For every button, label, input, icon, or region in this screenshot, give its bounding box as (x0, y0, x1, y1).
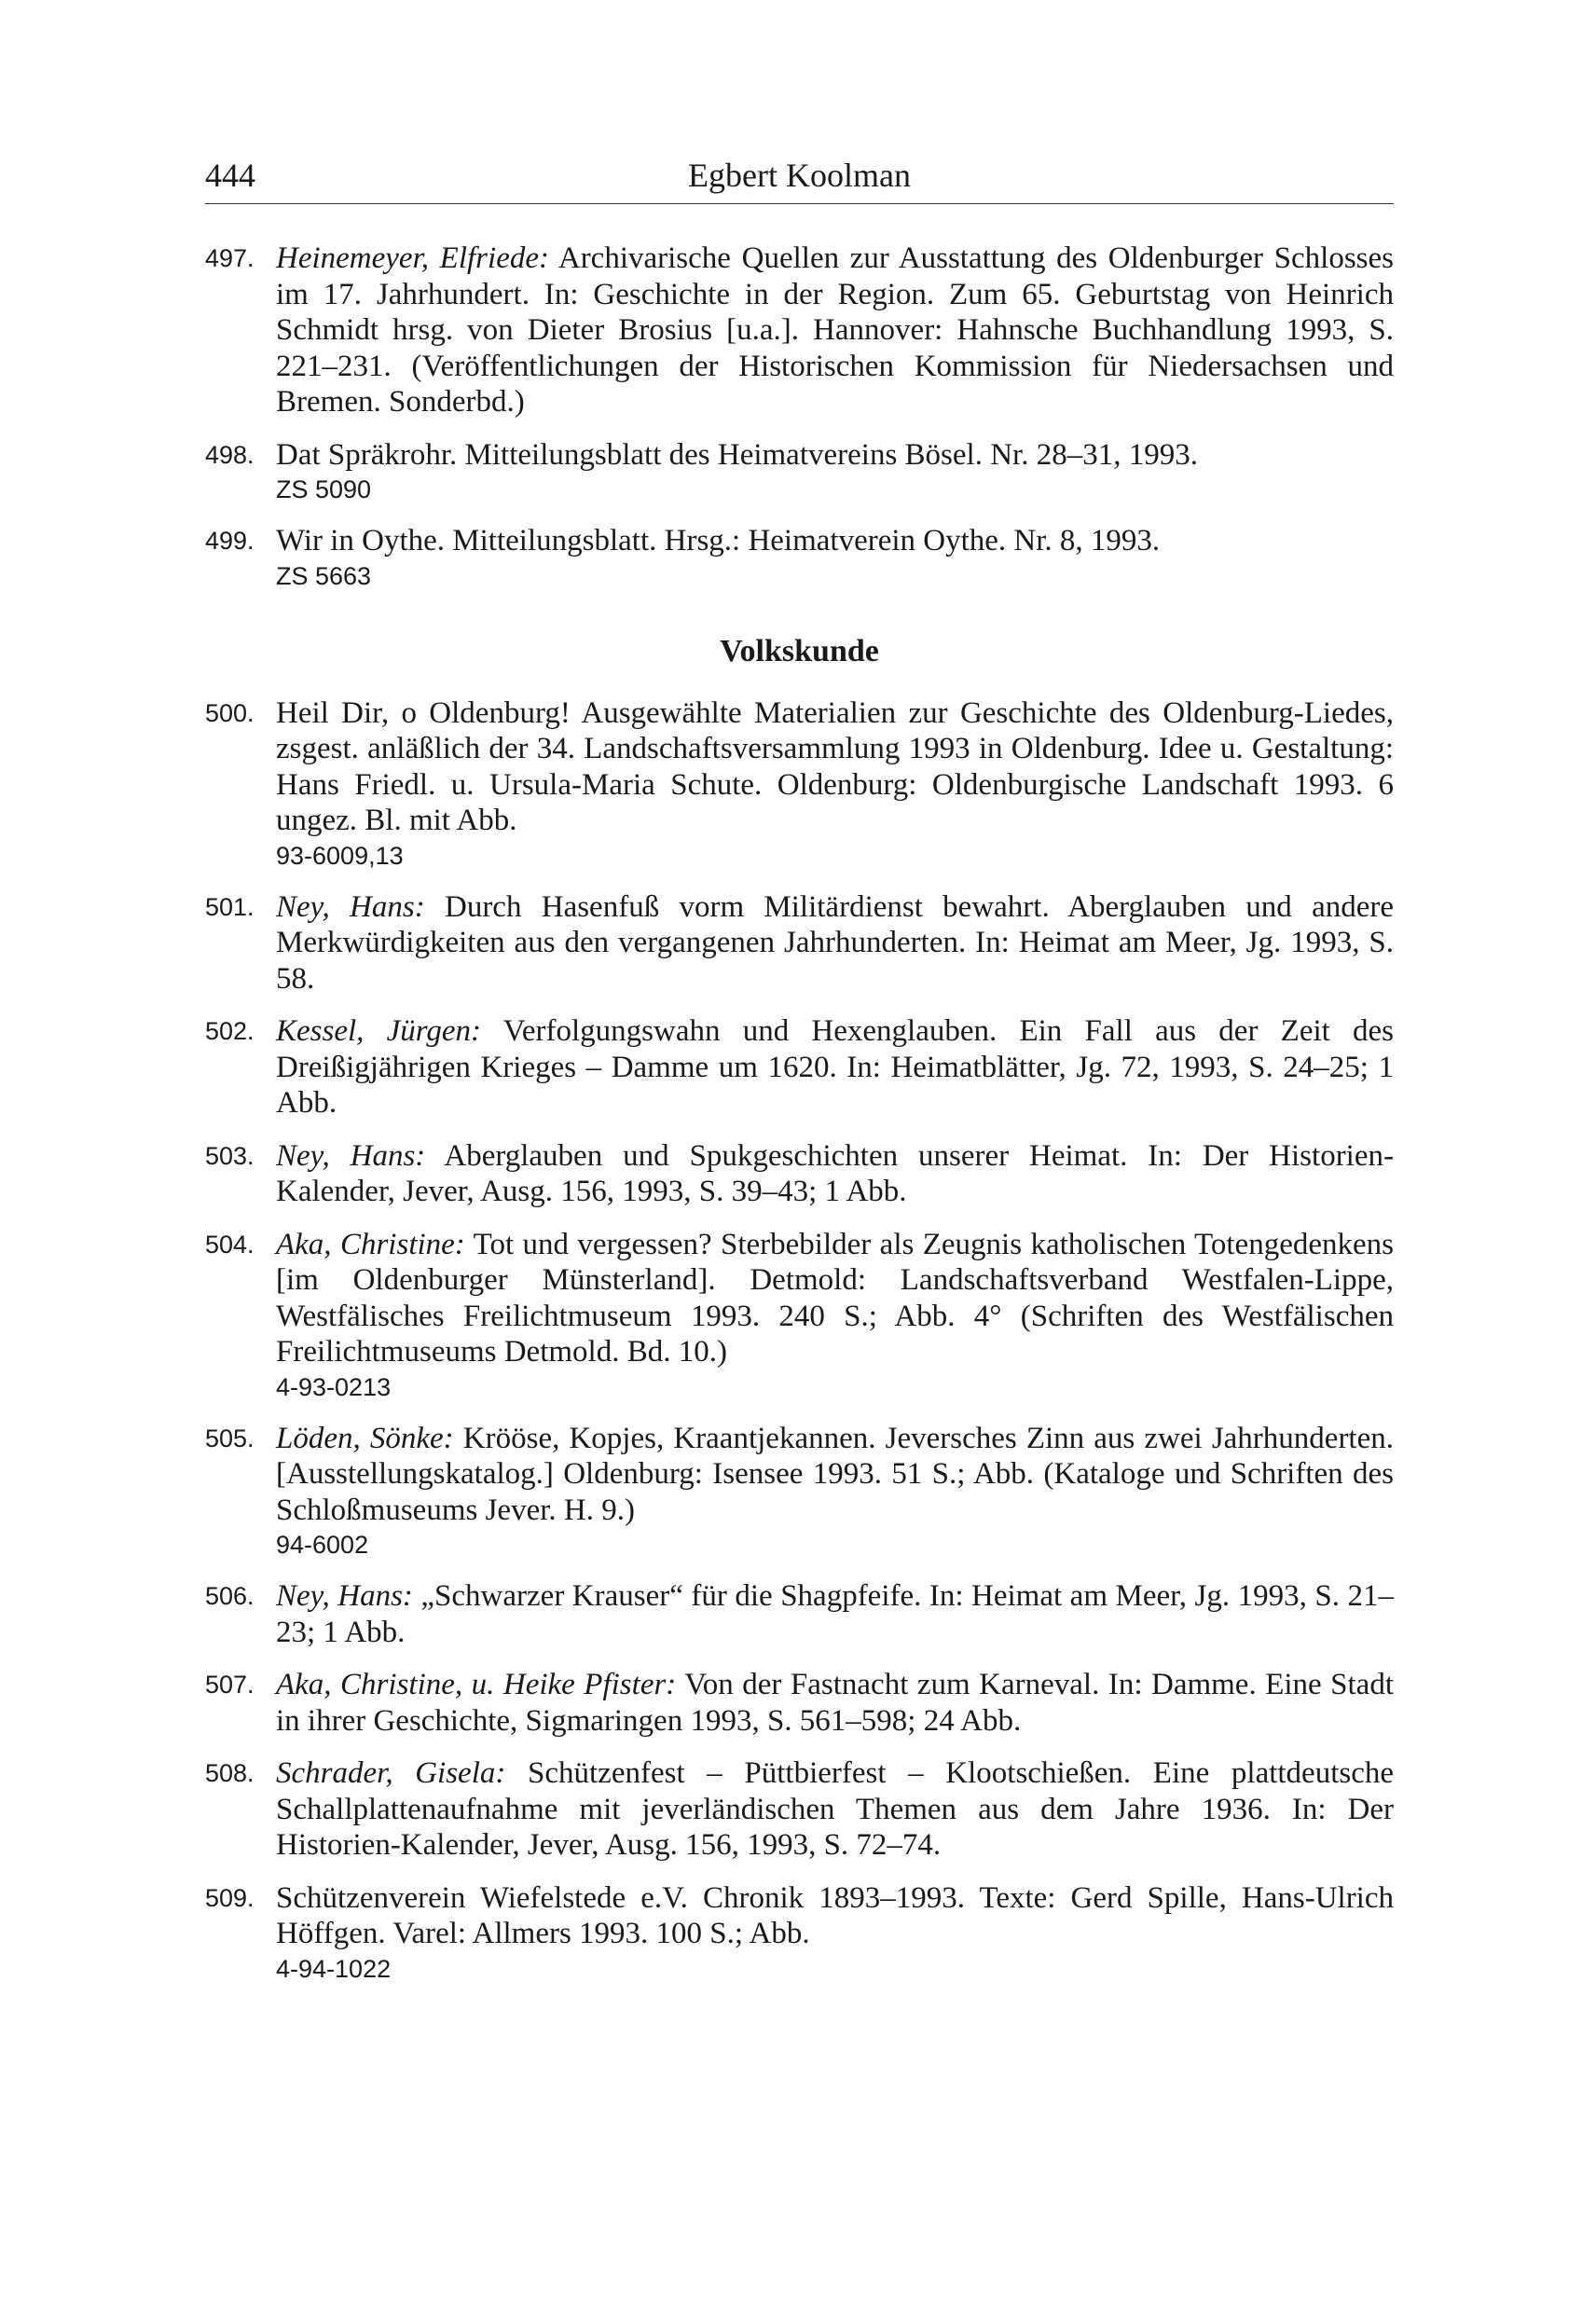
entry-body: Durch Hasenfuß vorm Militärdienst bewahrt. Aberglauben und andere Merkwürdigkeiten aus den vergangenen Jahrhunderten. In: Heimat am Meer, Jg. 1993, S. 58. (276, 889, 1395, 996)
bibliography-entry (205, 1421, 1394, 1562)
entry-list-top (205, 241, 1394, 593)
bibliography-entry (205, 1667, 1394, 1739)
entry-body: Archivarische Quellen zur Ausstattung des Oldenburger Schlosses im 17. Jahrhundert. In: Geschichte in der Region. Zum 65. Geburtstag von Heinrich Schmidt hrsg. von Dieter Brosius [u.a.]. Hannover: Hahnsche Buchhandlung 1993, S. 221–231. (Veröffentlichungen der Historischen Kommission für Niedersachsen und Bremen. Sonderbd.) (276, 241, 1395, 419)
shelf-mark: 93-6009,13 (276, 841, 404, 870)
entry-author: Schrader, Gisela: (276, 1756, 506, 1790)
entry-number: 498. (205, 440, 255, 469)
entry-author: Kessel, Jürgen: (276, 1014, 482, 1048)
entry-text (276, 1421, 1394, 1529)
entry-body: „Schwarzer Krauser“ für die Shagpfeife. In: Heimat am Meer, Jg. 1993, S. 21–23; 1 Abb. (276, 1579, 1394, 1649)
entry-text (276, 889, 1394, 998)
entry-text (276, 1755, 1394, 1864)
entry-number: 508. (205, 1759, 255, 1787)
bibliography-entry (205, 1880, 1394, 1986)
shelf-mark: ZS 5090 (276, 475, 372, 503)
entry-number: 504. (205, 1230, 255, 1259)
entry-author: Ney, Hans: (276, 889, 425, 924)
bibliography-entry (205, 1755, 1394, 1864)
entry-body: Krööse, Kopjes, Kraantjekannen. Jeversches Zinn aus zwei Jahrhunderten. [Ausstellungskatalog.] Oldenburg: Isensee 1993. 51 S.; Abb. (Kataloge und Schriften des Schloßmuseums Jever. H. 9.) (276, 1421, 1394, 1527)
entry-author: Aka, Christine: (276, 1227, 465, 1261)
entry-text (276, 695, 1394, 839)
bibliography-entry (205, 695, 1394, 873)
entry-number: 501. (205, 892, 255, 921)
shelf-mark: 4-93-0213 (276, 1372, 392, 1401)
running-header (205, 155, 1394, 204)
entry-author: Heinemeyer, Elfriede: (276, 241, 549, 275)
entry-author: Löden, Sönke: (276, 1421, 454, 1455)
bibliography-entry (205, 241, 1394, 420)
entry-number: 499. (205, 527, 255, 555)
bibliography-entry (205, 1013, 1394, 1122)
entry-number: 509. (205, 1883, 255, 1912)
shelf-mark: 94-6002 (276, 1531, 369, 1559)
entry-list-bottom (205, 695, 1394, 1986)
entry-text (276, 241, 1394, 420)
entry-author: Aka, Christine, u. Heike Pfister: (276, 1668, 677, 1701)
entry-text (276, 437, 1394, 474)
entry-text (276, 1578, 1394, 1650)
entry-author: Ney, Hans: (276, 1138, 426, 1173)
shelf-mark: ZS 5663 (276, 561, 372, 590)
bibliography-entry (205, 1138, 1394, 1210)
bibliography-content (205, 241, 1394, 2002)
bibliography-entry (205, 437, 1394, 507)
entry-number: 503. (205, 1141, 255, 1170)
entry-body: Aberglauben und Spukgeschichten unserer Heimat. In: Der Historien-Kalender, Jever, Ausg. 156, 1993, S. 39–43; 1 Abb. (276, 1138, 1394, 1208)
entry-body: Wir in Oythe. Mitteilungsblatt. Hrsg.: Heimatverein Oythe. Nr. 8, 1993. (276, 524, 1161, 557)
entry-number: 507. (205, 1671, 255, 1699)
bibliography-entry (205, 889, 1394, 998)
entry-text (276, 523, 1394, 559)
entry-number: 502. (205, 1017, 255, 1045)
entry-text (276, 1013, 1394, 1122)
entry-body: Schützenfest – Püttbierfest – Klootschießen. Eine plattdeutsche Schallplattenaufnahme mit jeverländischen Themen aus dem Jahre 1936. In: Der Historien-Kalender, Jever, Ausg. 156, 1993, S. 72–74. (276, 1756, 1395, 1862)
entry-number: 497. (205, 244, 255, 272)
entry-body: Von der Fastnacht zum Karneval. In: Damme. Eine Stadt in ihrer Geschichte, Sigmaringen 1993, S. 561–598; 24 Abb. (276, 1668, 1394, 1738)
entry-text (276, 1227, 1394, 1370)
entry-author: Ney, Hans: (276, 1579, 413, 1613)
entry-body: Schützenverein Wiefelstede e.V. Chronik 1893–1993. Texte: Gerd Spille, Hans-Ulrich Höffgen. Varel: Allmers 1993. 100 S.; Abb. (276, 1880, 1394, 1950)
bibliography-entry (205, 523, 1394, 593)
entry-number: 500. (205, 698, 255, 727)
running-title: Egbert Koolman (688, 157, 911, 194)
bibliography-entry (205, 1578, 1394, 1650)
entry-body: Tot und vergessen? Sterbebilder als Zeugnis katholischen Totengedenkens [im Oldenburger Münsterland]. Detmold: Landschaftsverband Westfalen-Lippe, Westfälisches Freilichtmuseum 1993. 240 S.; Abb. 4° (Schriften des Westfälischen Freilichtmuseums Detmold. Bd. 10.) (276, 1227, 1394, 1369)
entry-body: Verfolgungswahn und Hexenglauben. Ein Fall aus der Zeit des Dreißigjährigen Krieges – Damme um 1620. In: Heimatblätter, Jg. 72, 1993, S. 24–25; 1 Abb. (276, 1014, 1395, 1120)
entry-body: Heil Dir, o Oldenburg! Ausgewählte Materialien zur Geschichte des Oldenburg-Liedes, zsgest. anläßlich der 34. Landschaftsversammlung 1993 in Oldenburg. Idee u. Gestaltung: Hans Friedl. u. Ursula-Maria Schute. Oldenburg: Oldenburgische Landschaft 1993. 6 ungez. Bl. mit Abb. (276, 695, 1394, 837)
entry-number: 505. (205, 1424, 255, 1452)
entry-text (276, 1880, 1394, 1952)
page-number: 444 (205, 157, 255, 194)
bibliography-entry (205, 1227, 1394, 1404)
entry-number: 506. (205, 1582, 255, 1610)
entry-body: Dat Spräkrohr. Mitteilungsblatt des Heimatvereins Bösel. Nr. 28–31, 1993. (276, 437, 1198, 472)
entry-text (276, 1667, 1394, 1739)
entry-text (276, 1138, 1394, 1210)
shelf-mark: 4-94-1022 (276, 1954, 392, 1983)
section-heading: Volkskunde (720, 633, 879, 668)
